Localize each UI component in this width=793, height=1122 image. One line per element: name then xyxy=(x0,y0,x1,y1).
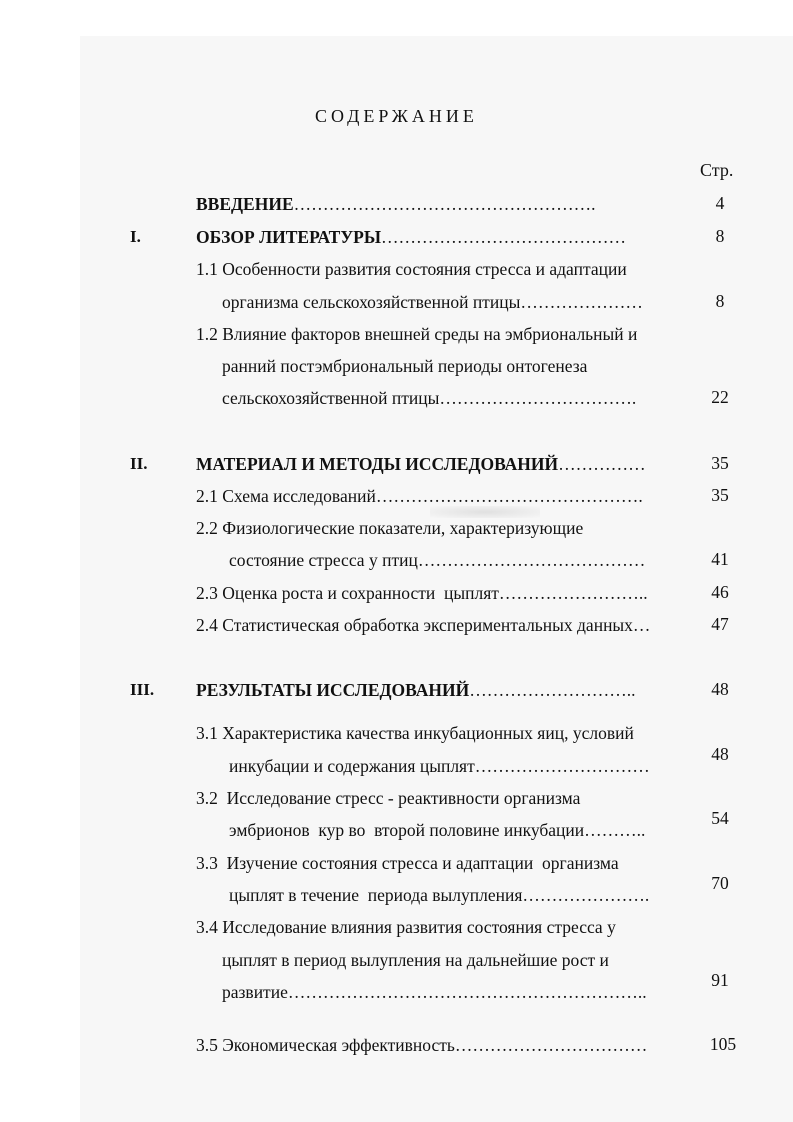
toc-page-number: 105 xyxy=(709,1034,737,1054)
toc-entry-label: ОБЗОР ЛИТЕРАТУРЫ xyxy=(196,227,382,247)
chapter-roman-numeral: I. xyxy=(130,227,141,246)
toc-page-number: 8 xyxy=(715,291,725,311)
page-title: СОДЕРЖАНИЕ xyxy=(315,106,478,126)
toc-entry-2-2-line2[interactable]: состояние стресса у птиц………………………………… xyxy=(229,550,646,570)
toc-entry-3-4-line1[interactable]: 3.4 Исследование влияния развития состояния стресса у xyxy=(196,917,616,937)
toc-entry-1-2-line1[interactable]: 1.2 Влияние факторов внешней среды на эмбриональный и xyxy=(196,324,638,344)
toc-page-number: 54 xyxy=(711,808,729,828)
toc-entry-label: МАТЕРИАЛ И МЕТОДЫ ИССЛЕДОВАНИЙ xyxy=(196,454,559,474)
toc-entry-label: ВВЕДЕНИЕ xyxy=(196,194,294,214)
page-column-header: Стр. xyxy=(700,160,734,180)
toc-entry-dots: …………… xyxy=(558,454,646,474)
toc-page-number: 22 xyxy=(711,387,729,407)
toc-entry-3-4-line3[interactable]: развитие…………………………………………………….. xyxy=(222,982,647,1002)
toc-entry-2-3[interactable]: 2.3 Оценка роста и сохранности цыплят…………………….. xyxy=(196,583,648,603)
toc-entry-3-3-line2[interactable]: цыплят в течение периода вылупления…………………. xyxy=(229,885,650,905)
toc-entry-1-1-line2[interactable]: организма сельскохозяйственной птицы………………… xyxy=(222,292,643,312)
toc-page-number: 4 xyxy=(715,193,725,213)
toc-entry-3-4-line2[interactable]: цыплят в период вылупления на дальнейшие рост и xyxy=(222,950,609,970)
toc-entry-chapter-1[interactable] xyxy=(196,226,626,248)
toc-entry-label: РЕЗУЛЬТАТЫ ИССЛЕДОВАНИЙ xyxy=(196,680,470,700)
toc-entry-1-2-line2[interactable]: ранний постэмбриональный периоды онтогенеза xyxy=(222,356,588,376)
toc-entry-3-2-line2[interactable]: эмбрионов кур во второй половине инкубации……….. xyxy=(229,820,646,840)
toc-page-number: 8 xyxy=(715,226,725,246)
toc-entry-2-2-line1[interactable]: 2.2 Физиологические показатели, характеризующие xyxy=(196,518,584,538)
toc-entry-dots: ……………………………………………. xyxy=(293,194,596,214)
toc-entry-introduction[interactable] xyxy=(196,193,596,215)
chapter-roman-numeral: II. xyxy=(130,454,148,473)
toc-page-number: 48 xyxy=(711,744,729,764)
toc-entry-2-1[interactable]: 2.1 Схема исследований………………………………………. xyxy=(196,486,643,506)
toc-entry-chapter-3[interactable] xyxy=(196,679,635,701)
toc-entry-3-1-line1[interactable]: 3.1 Характеристика качества инкубационных яиц, условий xyxy=(196,723,634,743)
toc-entry-3-2-line1[interactable]: 3.2 Исследование стресс - реактивности организма xyxy=(196,788,581,808)
chapter-roman-numeral: III. xyxy=(130,680,155,699)
toc-page-number: 91 xyxy=(711,970,729,990)
toc-entry-dots: ……………………….. xyxy=(469,680,636,700)
toc-entry-dots: …………………………………… xyxy=(381,227,627,247)
toc-entry-2-4[interactable]: 2.4 Статистическая обработка экспериментальных данных… xyxy=(196,615,651,635)
toc-page-number: 46 xyxy=(711,582,729,602)
toc-page-number: 70 xyxy=(711,873,729,893)
toc-page-number: 48 xyxy=(711,679,729,699)
toc-page-number: 35 xyxy=(711,485,729,505)
toc-page-number: 41 xyxy=(711,549,729,569)
toc-entry-3-5[interactable]: 3.5 Экономическая эффективность…………………………… xyxy=(196,1035,648,1055)
toc-page-number: 35 xyxy=(711,453,729,473)
toc-entry-3-3-line1[interactable]: 3.3 Изучение состояния стресса и адаптации организма xyxy=(196,853,619,873)
toc-entry-chapter-2[interactable] xyxy=(196,453,646,475)
toc-page-number: 47 xyxy=(711,614,729,634)
toc-entry-1-1-line1[interactable]: 1.1 Особенности развития состояния стресса и адаптации xyxy=(196,259,627,279)
toc-entry-3-1-line2[interactable]: инкубации и содержания цыплят………………………… xyxy=(229,756,650,776)
toc-entry-1-2-line3[interactable]: сельскохозяйственной птицы……………………………. xyxy=(222,388,637,408)
